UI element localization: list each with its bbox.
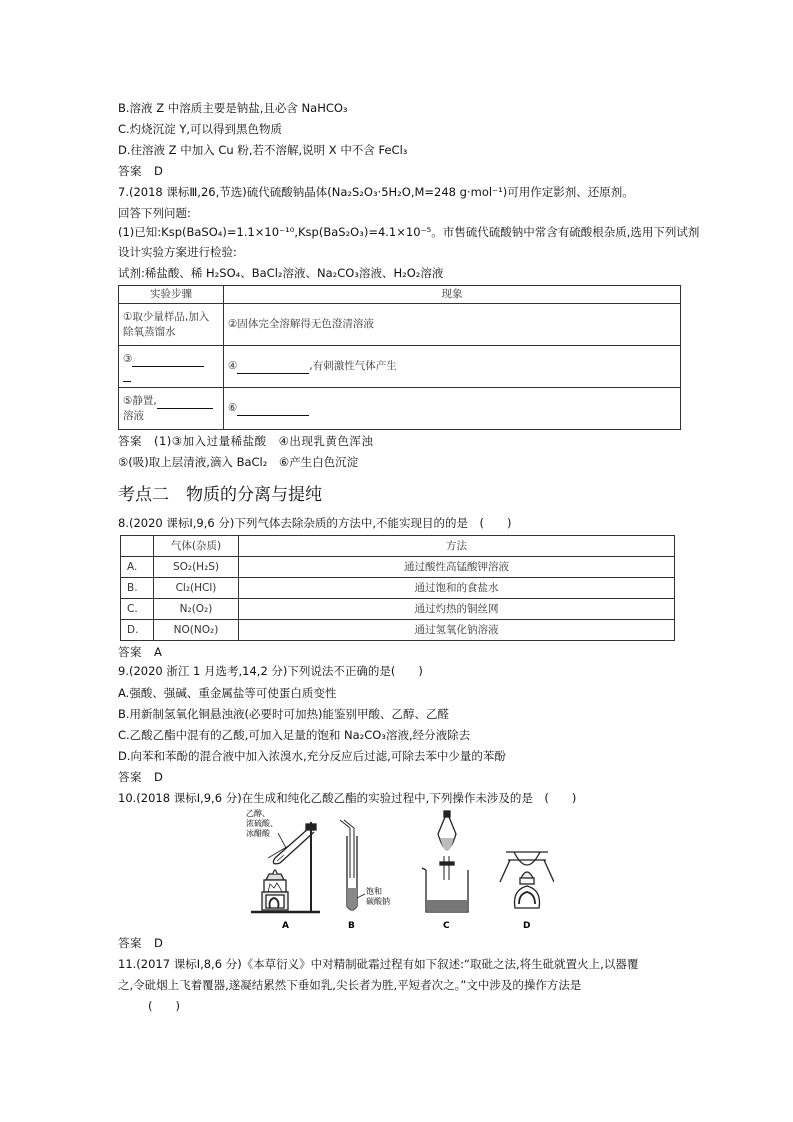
step-1-line2: 除氧蒸馏水: [123, 325, 176, 338]
blank-line: [123, 369, 131, 382]
apparatus-d: [500, 852, 554, 908]
blank-line: [157, 396, 213, 409]
phenomenon-4-label: ④: [228, 360, 238, 372]
apparatus-c: [422, 811, 468, 912]
blank-line: [237, 361, 309, 374]
label-a-sulfuric-acid: 浓硫酸、: [246, 819, 278, 828]
method-cell: 通过灼热的铜丝网: [239, 599, 675, 620]
label-a-ethanol: 乙醇、: [246, 809, 270, 818]
answer-10: 答案 D: [118, 936, 164, 950]
question-7-stem: 7.(2018 课标Ⅲ,26,节选)硫代硫酸钠晶体(Na₂S₂O₃·5H₂O,M=248 g·mol⁻¹)可用作定影剂、还原剂。: [118, 185, 634, 199]
method-cell: 通过酸性高锰酸钾溶液: [239, 557, 675, 578]
table-header-row: [119, 286, 681, 304]
method-cell: 通过氢氧化钠溶液: [239, 620, 675, 641]
table-header-row: [121, 536, 675, 557]
label-d: D: [523, 921, 531, 931]
step-cell: [119, 346, 224, 388]
purification-table: [120, 535, 675, 641]
table-row: [121, 578, 675, 599]
option-key: D.: [121, 620, 154, 641]
answer-6: 答案 D: [118, 164, 164, 178]
step-1-line1: ①取少量样品,加入: [123, 310, 210, 323]
section-heading: 考点二 物质的分离与提纯: [118, 485, 322, 505]
question-7-reagents: 试剂:稀盐酸、稀 H₂SO₄、BaCl₂溶液、Na₂CO₃溶液、H₂O₂溶液: [118, 266, 444, 280]
apparatus-b: [340, 820, 357, 910]
phenomenon-cell: [224, 346, 681, 388]
answer-9: 答案 D: [118, 770, 164, 784]
step-cell: [119, 304, 224, 346]
option-d-text: D.往溶液 Z 中加入 Cu 粉,若不溶解,说明 X 中不含 FeCl₃: [118, 143, 408, 157]
step-cell: [119, 388, 224, 430]
label-b-sodium-carbonate: 碳酸钠: [366, 897, 390, 906]
option-key: B.: [121, 578, 154, 599]
question-9-stem: 9.(2020 浙江 1 月选考,14,2 分)下列说法不正确的是( ): [118, 664, 423, 678]
option-key: C.: [121, 599, 154, 620]
header-steps: 实验步骤: [119, 286, 224, 304]
blank-line: [237, 403, 309, 416]
question-7-part1: (1)已知:Ksp(BaSO₄)=1.1×10⁻¹⁰,Ksp(BaS₂O₃)=4.1×10⁻⁵。市售硫代硫酸钠中常含有硫酸根杂质,选用下列试剂: [118, 225, 700, 239]
header-gas: 气体(杂质): [154, 536, 239, 557]
gas-cell: N₂(O₂): [154, 599, 239, 620]
table-row: [119, 304, 681, 346]
table-row: [121, 557, 675, 578]
label-b-saturated: 饱和: [366, 887, 382, 896]
table-row: [121, 599, 675, 620]
question-7-prompt: 回答下列问题:: [118, 206, 191, 220]
step-5-label: ⑤静置,: [123, 394, 157, 407]
header-method: 方法: [239, 536, 675, 557]
answer-7-line1: 答案 (1)③加入过量稀盐酸 ④出现乳黄色浑浊: [118, 434, 374, 448]
step-3-label: ③: [123, 352, 133, 365]
question-9-option-c: C.乙酸乙酯中混有的乙酸,可加入足量的饱和 Na₂CO₃溶液,经分液除去: [118, 728, 471, 742]
phenomenon-cell: [224, 388, 681, 430]
label-a: A: [282, 921, 289, 931]
gas-cell: NO(NO₂): [154, 620, 239, 641]
option-b-text: B.溶液 Z 中溶质主要是钠盐,且必含 NaHCO₃: [118, 101, 348, 115]
question-9-option-d: D.向苯和苯酚的混合液中加入浓溴水,充分反应后过滤,可除去苯中少量的苯酚: [118, 749, 506, 763]
label-a-acetic-acid: 冰醋酸: [246, 829, 270, 838]
phenomenon-6-label: ⑥: [228, 402, 238, 414]
question-9-option-b: B.用新制氢氧化铜悬浊液(必要时可加热)能鉴别甲酸、乙醇、乙醛: [118, 707, 450, 721]
phenomenon-4-text: ,有刺激性气体产生: [309, 360, 397, 372]
header-blank: [121, 536, 154, 557]
option-c-text: C.灼烧沉淀 Y,可以得到黑色物质: [118, 122, 283, 136]
question-8-stem: 8.(2020 课标Ⅰ,9,6 分)下列气体去除杂质的方法中,不能实现目的的是 ( ): [118, 516, 512, 530]
table-row: [119, 346, 681, 388]
phenomenon-2: ②固体完全溶解得无色澄清溶液: [224, 304, 681, 346]
experiment-table: [118, 285, 681, 430]
apparatus-figure: [244, 808, 554, 932]
question-11-line1: 11.(2017 课标Ⅰ,8,6 分)《本草衍义》中对精制砒霜过程有如下叙述:“取砒之法,将生砒就置火上,以器覆: [118, 957, 639, 971]
table-row: [121, 620, 675, 641]
question-11-line2: 之,令砒烟上飞着覆器,遂凝结累然下垂如乳,尖长者为胜,平短者次之。”文中涉及的操作方法是: [118, 978, 582, 992]
blank-line: [132, 354, 204, 367]
gas-cell: SO₂(H₂S): [154, 557, 239, 578]
label-c: C: [443, 921, 450, 931]
question-9-option-a: A.强酸、强碱、重金属盐等可使蛋白质变性: [118, 686, 337, 700]
question-11-paren: ( ): [148, 999, 180, 1013]
step-5-line2: 溶液: [123, 409, 144, 422]
question-10-stem: 10.(2018 课标Ⅰ,9,6 分)在生成和纯化乙酸乙酯的实验过程中,下列操作未涉及的是 ( ): [118, 791, 577, 805]
question-7-part1-cont: 设计实验方案进行检验:: [118, 245, 237, 259]
method-cell: 通过饱和的食盐水: [239, 578, 675, 599]
answer-8: 答案 A: [118, 645, 163, 659]
option-key: A.: [121, 557, 154, 578]
gas-cell: Cl₂(HCl): [154, 578, 239, 599]
header-phenomena: 现象: [224, 286, 681, 304]
answer-7-line2: ⑤(吸)取上层清液,滴入 BaCl₂ ⑥产生白色沉淀: [118, 455, 359, 469]
label-b: B: [348, 921, 355, 931]
table-row: [119, 388, 681, 430]
